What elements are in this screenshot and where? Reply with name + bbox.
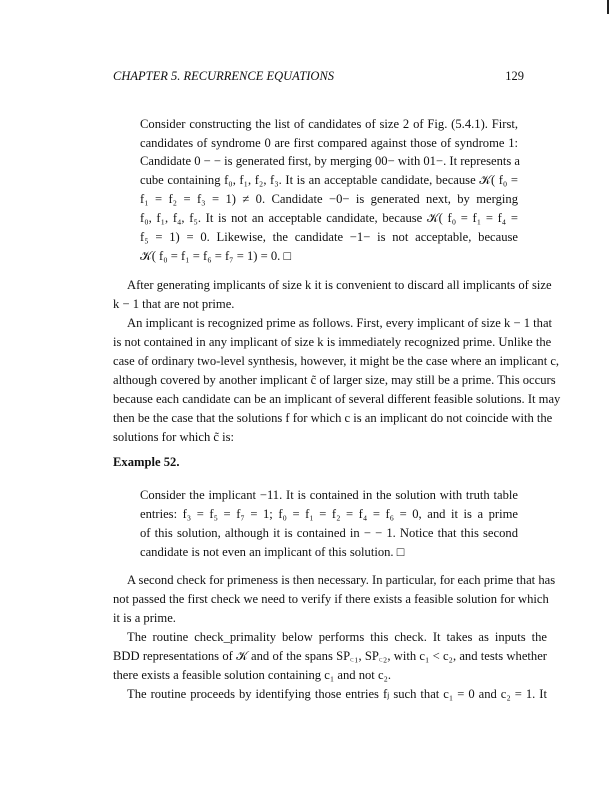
paragraph-line: The routine check_primality below performs this check. It takes as inputs the: [127, 630, 547, 644]
example-line: of this solution, although it is contained in − − 1. Notice that this second: [140, 526, 518, 540]
example-intro-line: candidates of syndrome 0 are first compared against those of syndrome 1:: [140, 136, 518, 150]
example-intro-line: 𝒦( f₀ = f₁ = f₆ = f₇ = 1) = 0. □: [140, 249, 292, 263]
paragraph-line: case of ordinary two-level synthesis, however, it might be the case where an implicant c,: [113, 354, 560, 368]
example-line: candidate is not even an implicant of this solution. □: [140, 545, 405, 559]
example-line: entries: f₃ = f₅ = f₇ = 1; f₀ = f₁ = f₂ = f₄ = f₆ = 0, and it is a prime: [140, 507, 518, 521]
page-number: 129: [505, 69, 524, 83]
example-intro-line: f₅ = 1) = 0. Likewise, the candidate −1− is not acceptable, because: [140, 230, 518, 244]
paragraph-line: then be the case that the solutions f for which c is an implicant do not coincide with the: [113, 411, 553, 425]
scan-edge-mark: [607, 0, 609, 14]
paragraph-line: there exists a feasible solution containing c₁ and not c₂.: [113, 668, 392, 682]
example-heading: Example 52.: [113, 455, 180, 469]
example-intro-line: f₀, f₁, f₄, f₅. It is not an acceptable candidate, because 𝒦( f₀ = f₁ = f₄ =: [140, 211, 518, 225]
example-intro-line: Candidate 0 − − is generated first, by merging 00− with 01−. It represents a: [140, 154, 521, 168]
paragraph-line: An implicant is recognized prime as follows. First, every implicant of size k − 1 that: [127, 316, 553, 330]
example-intro-line: f₁ = f₂ = f₃ = 1) ≠ 0. Candidate −0− is generated next, by merging: [140, 192, 518, 206]
paragraph-line: After generating implicants of size k it is convenient to discard all implicants of size: [127, 278, 552, 292]
paragraph-line: The routine proceeds by identifying those entries fⱼ such that c₁ = 0 and c₂ = 1. It: [127, 687, 547, 701]
paragraph-line: it is a prime.: [113, 611, 176, 625]
paragraph-line: BDD representations of 𝒦 and of the spans SP꜀₁, SP꜀₂, with c₁ < c₂, and tests whether: [113, 649, 547, 663]
paragraph-line: k − 1 that are not prime.: [113, 297, 235, 311]
example-intro-line: cube containing f₀, f₁, f₂, f₃. It is an acceptable candidate, because 𝒦( f₀ =: [140, 173, 518, 187]
paragraph-line: is not contained in any implicant of size k is immediately recognized prime. Unlike the: [113, 335, 552, 349]
paragraph-line: A second check for primeness is then necessary. In particular, for each prime that has: [127, 573, 556, 587]
running-header: CHAPTER 5. RECURRENCE EQUATIONS: [113, 69, 335, 83]
paragraph-line: because each candidate can be an implicant of several different feasible solutions. It may: [113, 392, 561, 406]
example-line: Consider the implicant −11. It is contained in the solution with truth table: [140, 488, 518, 502]
example-intro-line: Consider constructing the list of candidates of size 2 of Fig. (5.4.1). First,: [140, 117, 518, 131]
paragraph-line: not passed the first check we need to verify if there exists a feasible solution for which: [113, 592, 549, 606]
paragraph-line: solutions for which c̃ is:: [113, 430, 235, 444]
paragraph-line: although covered by another implicant c̃ of larger size, may still be a prime. This occurs: [113, 373, 556, 387]
